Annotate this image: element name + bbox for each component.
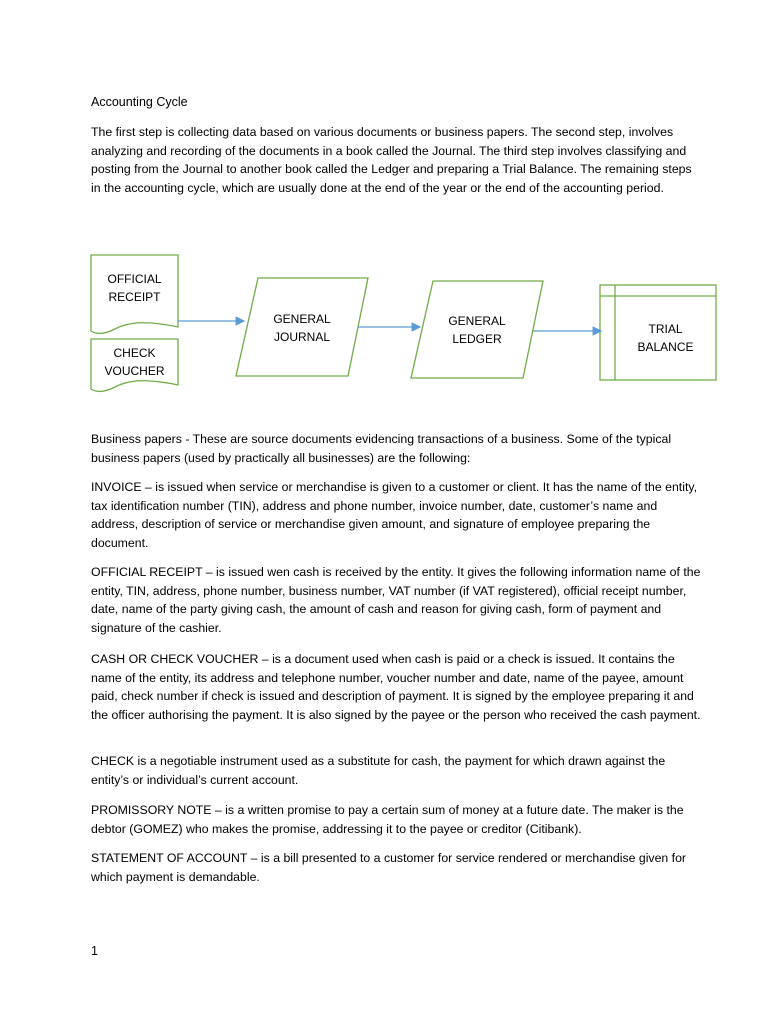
general-journal-label: GENERAL JOURNAL: [273, 312, 331, 344]
trial-balance-label: TRIAL BALANCE: [637, 322, 694, 354]
promissory-note-paragraph: PROMISSORY NOTE – is a written promise to pay a certain sum of money at a future date. The maker is the debtor (GOMEZ) who makes the promise, addressing it to the payee or creditor (Citibank).: [91, 803, 684, 836]
voucher-paragraph: CASH OR CHECK VOUCHER – is a document used when cash is paid or a check is issued. It contains the name of the entity, its address and telephone number, voucher number and date, name of the payee, amount paid, check number if check is issued and description of payment. It is signed by the employee preparing it and the officer authorising the payment. It is also signed by the payee or the person who received the cash payment.: [91, 652, 701, 722]
check-paragraph: CHECK is a negotiable instrument used as a substitute for cash, the payment for which drawn against the entity’s or individual’s current account.: [91, 754, 666, 787]
page-title: Accounting Cycle: [91, 95, 188, 109]
official-receipt-label: OFFICIAL RECEIPT: [107, 272, 162, 304]
page-number: 1: [91, 944, 98, 958]
accounting-cycle-diagram: [0, 245, 768, 405]
general-ledger-label: GENERAL LEDGER: [448, 314, 506, 346]
statement-of-account-paragraph: STATEMENT OF ACCOUNT – is a bill presented to a customer for service rendered or merchandise given for which payment is demandable.: [91, 851, 687, 884]
official-receipt-paragraph: OFFICIAL RECEIPT – is issued wen cash is received by the entity. It gives the following information name of the entity, TIN, address, phone number, business number, VAT number (if VAT registered), official receipt number, date, name of the party giving cash, the amount of cash and reason for giving cash, form of payment and signature of the cashier.: [91, 565, 701, 635]
business-papers-paragraph: Business papers - These are source documents evidencing transactions of a business. Some of the typical business papers (used by practically all businesses) are the following:: [91, 432, 672, 465]
check-voucher-label: CHECK VOUCHER: [104, 346, 165, 378]
intro-paragraph: The first step is collecting data based on various documents or business papers. The second step, involves analyzing and recording of the documents in a book called the Journal. The third step involves classifying and posting from the Journal to another book called the Ledger and preparing a Trial Balance. The remaining steps in the accounting cycle, which are usually done at the end of the year or the end of the accounting period.: [91, 125, 692, 195]
invoice-paragraph: INVOICE – is issued when service or merchandise is given to a customer or client. It has the name of the entity, tax identification number (TIN), address and phone number, invoice number, date, customer’s name and address, description of service or merchandise given amount, and signature of employee preparing the document.: [91, 480, 698, 550]
